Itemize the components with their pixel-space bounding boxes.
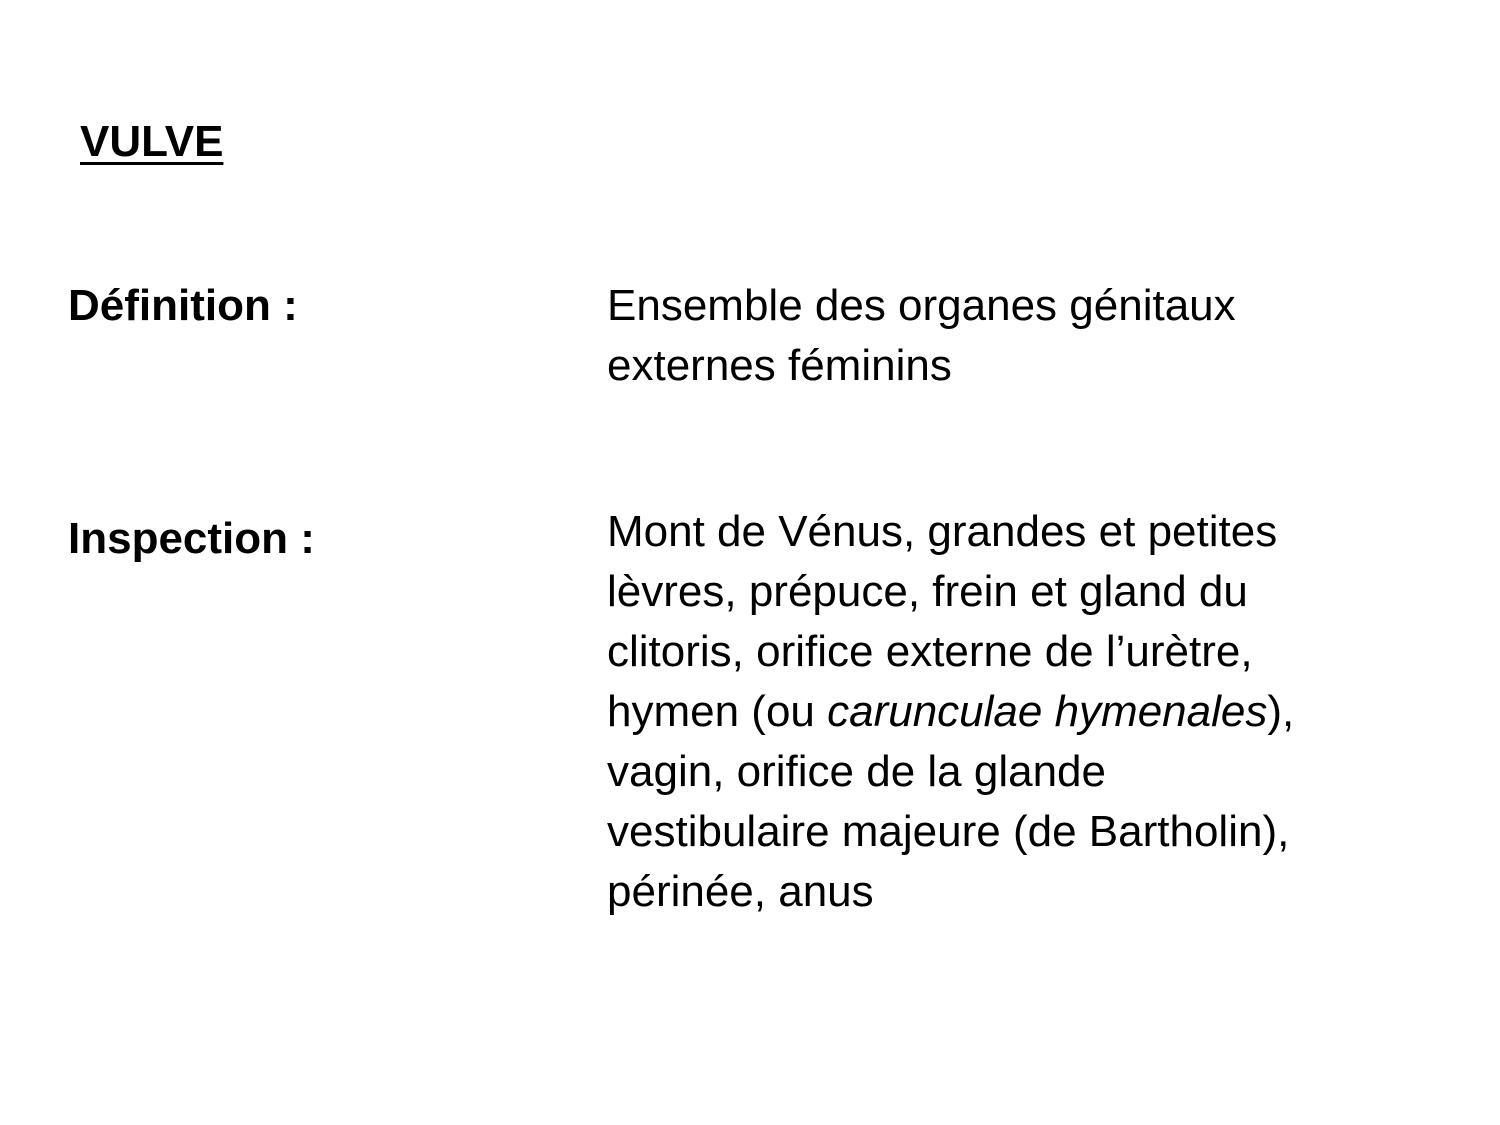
definition-text: [607, 276, 1236, 396]
inspection-line: vagin, orifice de la glande: [607, 747, 1106, 796]
latin-term: carunculae hymenales: [827, 687, 1268, 736]
inspection-line: Mont de Vénus, grandes et petites: [607, 507, 1278, 556]
inspection-text: [607, 502, 1294, 922]
slide-title: VULVE: [80, 117, 224, 166]
inspection-label: Inspection :: [68, 514, 315, 563]
closing-text: ),: [1267, 687, 1295, 736]
hymen-text: hymen (ou: [607, 687, 828, 736]
definition-label: Définition :: [68, 281, 298, 330]
inspection-line: vestibulaire majeure (de Bartholin),: [607, 807, 1290, 856]
inspection-line: [607, 682, 1294, 742]
definition-line: Ensemble des organes génitaux: [607, 281, 1236, 330]
inspection-line: périnée, anus: [607, 867, 874, 916]
inspection-line: clitoris, orifice externe de l’urètre,: [607, 627, 1253, 676]
inspection-line: lèvres, prépuce, frein et gland du: [607, 567, 1248, 616]
definition-line: externes féminins: [607, 341, 952, 390]
